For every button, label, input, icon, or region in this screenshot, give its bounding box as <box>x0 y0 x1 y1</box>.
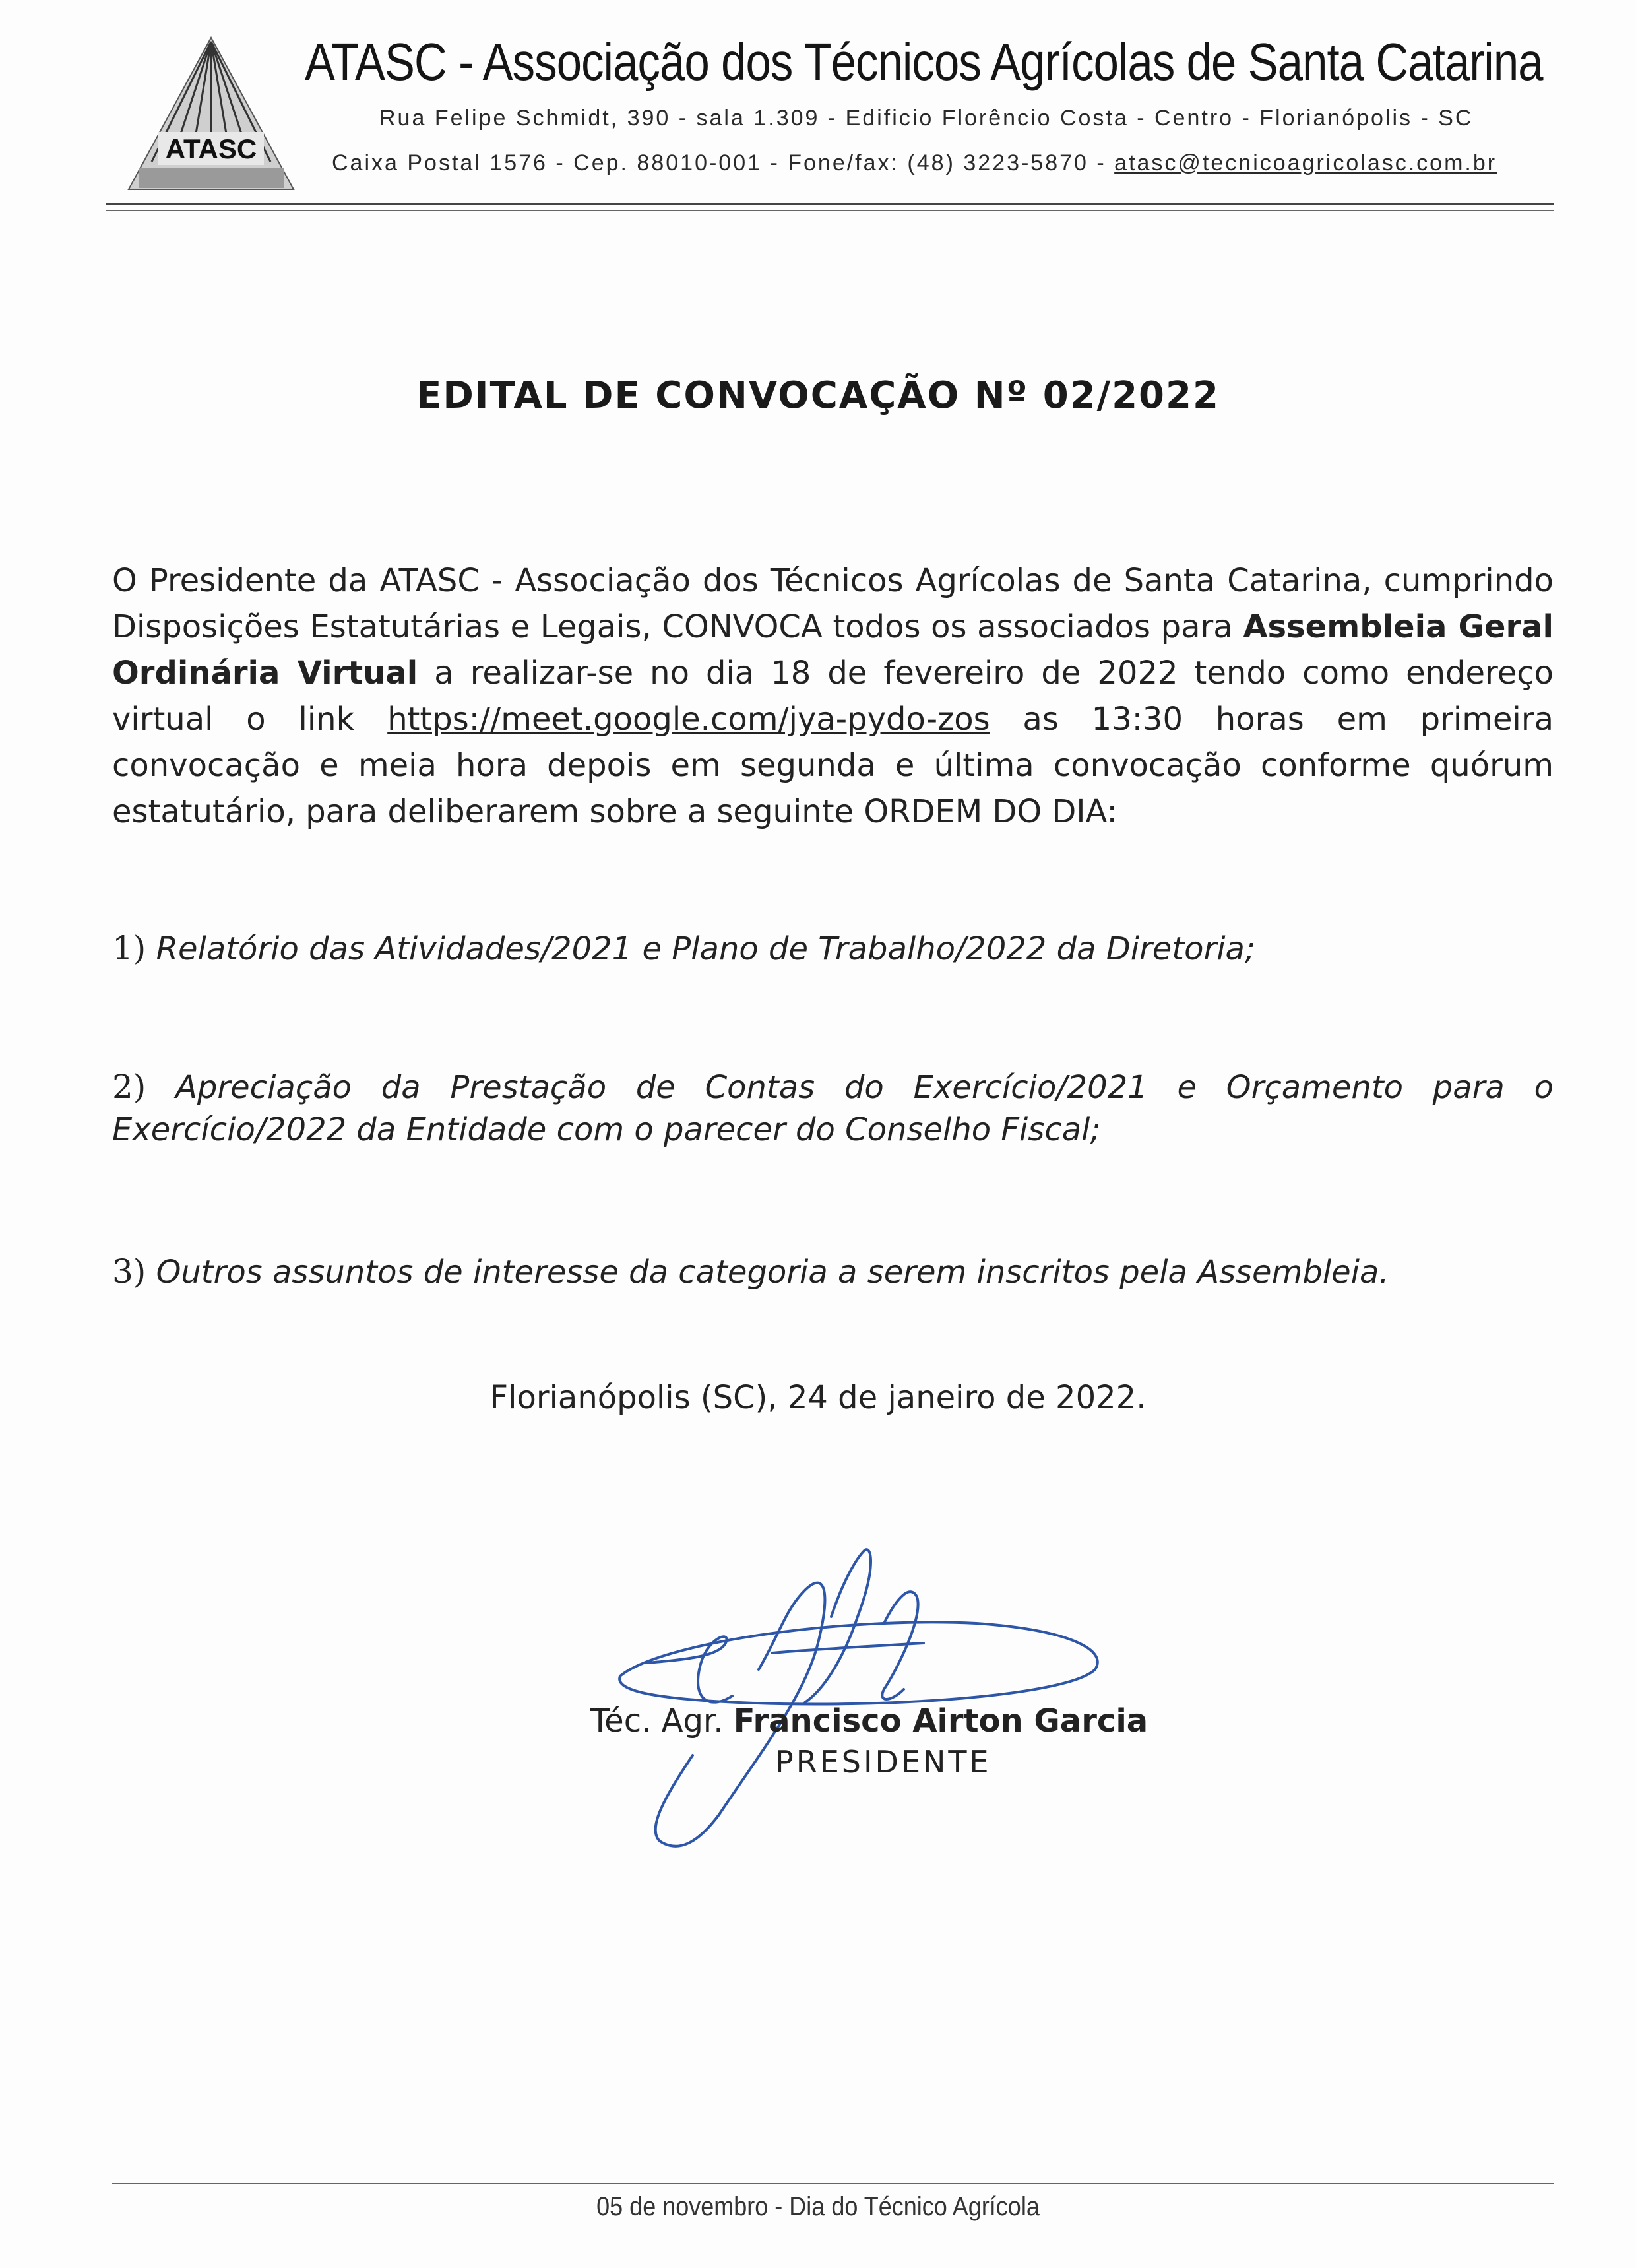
agenda-number: 3) <box>112 1252 146 1291</box>
signatory-role: PRESIDENTE <box>775 1744 991 1780</box>
agenda-item <box>112 927 1554 970</box>
assembly-name: Assembleia Geral Ordinária Virtual <box>112 608 1554 692</box>
header-divider-thin <box>106 210 1554 211</box>
email-link[interactable]: atasc@tecnicoagricolasc.com.br <box>1114 150 1497 176</box>
logo-text: ATASC <box>165 133 257 164</box>
header-divider <box>106 203 1554 205</box>
atasc-logo <box>125 36 297 191</box>
contact-info: Caixa Postal 1576 - Cep. 88010-001 - Fone/fax: (48) 3223-5870 - <box>332 150 1115 176</box>
organization-name: ATASC - Associação dos Técnicos Agrícolas de Santa Catarina <box>305 32 1543 91</box>
footer-divider <box>112 2183 1554 2184</box>
signatory-title: Téc. Agr. <box>590 1702 734 1739</box>
meeting-link[interactable]: https://meet.google.com/jya-pydo-zos <box>387 701 990 738</box>
agenda-item <box>112 1250 1554 1293</box>
paragraph-intro: O Presidente da ATASC - Associação dos Técnicos Agrícolas de Santa Catarina, cumprindo Disposições Estatutárias e Legais, CONVOCA todos os associados para <box>112 562 1554 645</box>
footer-text: 05 de novembro - Dia do Técnico Agrícola <box>596 2192 1040 2221</box>
agenda-number: 2) <box>112 1068 146 1106</box>
agenda-text: Outros assuntos de interesse da categoria a serem inscritos pela Assembleia. <box>156 1254 1389 1291</box>
agenda-item <box>112 1066 1554 1151</box>
agenda-text: Relatório das Atividades/2021 e Plano de Trabalho/2022 da Diretoria; <box>156 930 1256 967</box>
document-title: EDITAL DE CONVOCAÇÃO Nº 02/2022 <box>416 374 1220 417</box>
signatory-name <box>590 1702 1148 1739</box>
convocation-paragraph <box>112 558 1554 835</box>
contact-line <box>332 150 1497 176</box>
agenda-text: Apreciação da Prestação de Contas do Exercício/2021 e Orçamento para o Exercício/2022 da Entidade com o parecer do Conselho Fiscal; <box>112 1069 1554 1148</box>
address-line: Rua Felipe Schmidt, 390 - sala 1.309 - Edificio Florêncio Costa - Centro - Florianópolis - SC <box>379 106 1474 131</box>
agenda-number: 1) <box>112 929 146 967</box>
signatory-full-name: Francisco Airton Garcia <box>733 1702 1148 1739</box>
paragraph-middle: a realizar-se no dia 18 de fevereiro de 2022 tendo como endereço virtual o link <box>112 655 1554 738</box>
paragraph-end: as 13:30 horas em primeira convocação e meia hora depois em segunda e última convocação conforme quórum estatutário, para deliberarem sobre a seguinte ORDEM DO DIA: <box>112 701 1554 830</box>
date-line: Florianópolis (SC), 24 de janeiro de 2022. <box>489 1379 1147 1416</box>
